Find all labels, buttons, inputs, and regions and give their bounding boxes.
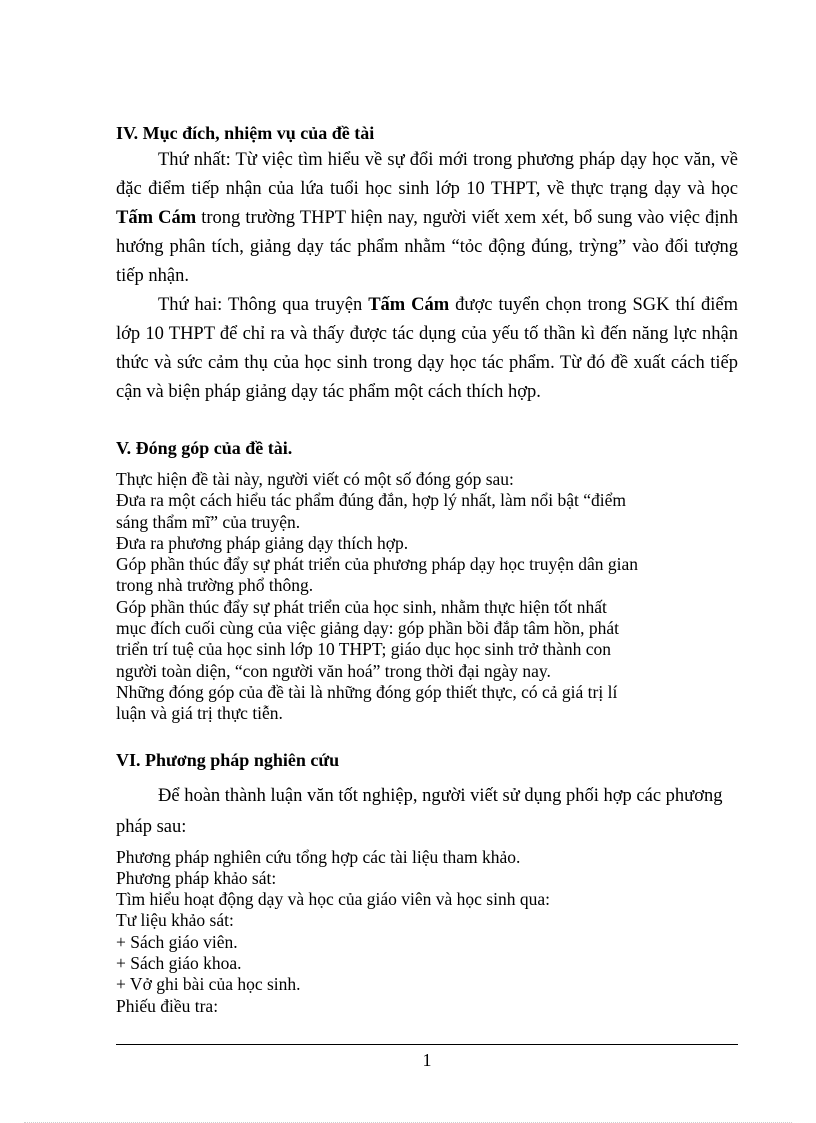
- list-item: Tìm hiểu hoạt động dạy và học của giáo viên và học sinh qua:: [116, 889, 550, 910]
- page-content: [116, 120, 738, 1017]
- list-item: Góp phần thúc đẩy sự phát triển của phương pháp dạy học truyện dân gian: [116, 554, 638, 575]
- list-item: Góp phần thúc đẩy sự phát triển của học sinh, nhằm thực hiện tốt nhất: [116, 596, 607, 617]
- methods-list: [116, 847, 738, 1017]
- list-item: Thực hiện đề tài này, người viết có một số đóng góp sau:: [116, 469, 514, 489]
- list-item: Phương pháp khảo sát:: [116, 867, 277, 888]
- title-emphasis: Tấm Cám: [116, 208, 197, 228]
- list-item: Đưa ra một cách hiểu tác phẩm đúng đắn, hợp lý nhất, làm nổi bật “điểm: [116, 490, 627, 511]
- footer-divider: [116, 1044, 738, 1045]
- page-number: 1: [422, 1050, 432, 1070]
- list-item: Phương pháp nghiên cứu tổng hợp các tài liệu tham khảo.: [116, 846, 521, 867]
- contribution-list: [116, 469, 738, 725]
- section-heading-purpose: IV. Mục đích, nhiệm vụ của đề tài: [116, 123, 375, 143]
- list-item: trong nhà trường phổ thông.: [116, 575, 314, 596]
- list-item: triển trí tuệ của học sinh lớp 10 THPT; giáo dục học sinh trở thành con: [116, 639, 611, 660]
- paragraph-second-purpose: Thứ hai: Thông qua truyện Tấm Cám được tuyển chọn trong SGK thí điểm lớp 10 THPT để chỉ ra và thấy được tác dụng của yếu tố thần kì đến năng lực nhận thức và sức cảm thụ của học sinh trong dạy học tác phẩm. Từ đó đề xuất cách tiếp cận và biện pháp giảng dạy tác phẩm một cách thích hợp.: [116, 295, 738, 402]
- list-item: Những đóng góp của đề tài là những đóng góp thiết thực, có cả giá trị lí: [116, 681, 618, 702]
- list-item: mục đích cuối cùng của việc giảng dạy: góp phần bồi đắp tâm hồn, phát: [116, 618, 619, 639]
- list-item: + Vở ghi bài của học sinh.: [116, 974, 301, 995]
- paragraph-first-purpose: Thứ nhất: Từ việc tìm hiểu về sự đổi mới trong phương pháp dạy học văn, về đặc điểm tiếp nhận của lứa tuổi học sinh lớp 10 THPT, về thực trạng dạy và học Tấm Cám trong trường THPT hiện nay, người viết xem xét, bổ sung vào việc định hướng phân tích, giảng dạy tác phẩm nhằm “tỏc động đúng, trỳng” vào đối tượng tiếp nhận.: [116, 150, 739, 286]
- list-item: Tư liệu khảo sát:: [116, 910, 234, 931]
- section-heading-contribution: V. Đóng góp của đề tài.: [116, 438, 293, 458]
- list-item: luận và giá trị thực tiễn.: [116, 703, 283, 724]
- section-heading-methods: VI. Phương pháp nghiên cứu: [116, 749, 340, 770]
- list-item: Phiếu điều tra:: [116, 995, 219, 1016]
- list-item: người toàn diện, “con người văn hoá” trong thời đại ngày nay.: [116, 660, 551, 681]
- list-item: sáng thẩm mĩ” của truyện.: [116, 511, 301, 532]
- title-emphasis: Tấm Cám: [368, 295, 450, 315]
- list-item: Đưa ra phương pháp giảng dạy thích hợp.: [116, 532, 409, 553]
- list-item: + Sách giáo khoa.: [116, 953, 242, 974]
- methods-intro: Để hoàn thành luận văn tốt nghiệp, người viết sử dụng phối hợp các phương pháp sau:: [116, 785, 723, 837]
- list-item: + Sách giáo viên.: [116, 931, 238, 952]
